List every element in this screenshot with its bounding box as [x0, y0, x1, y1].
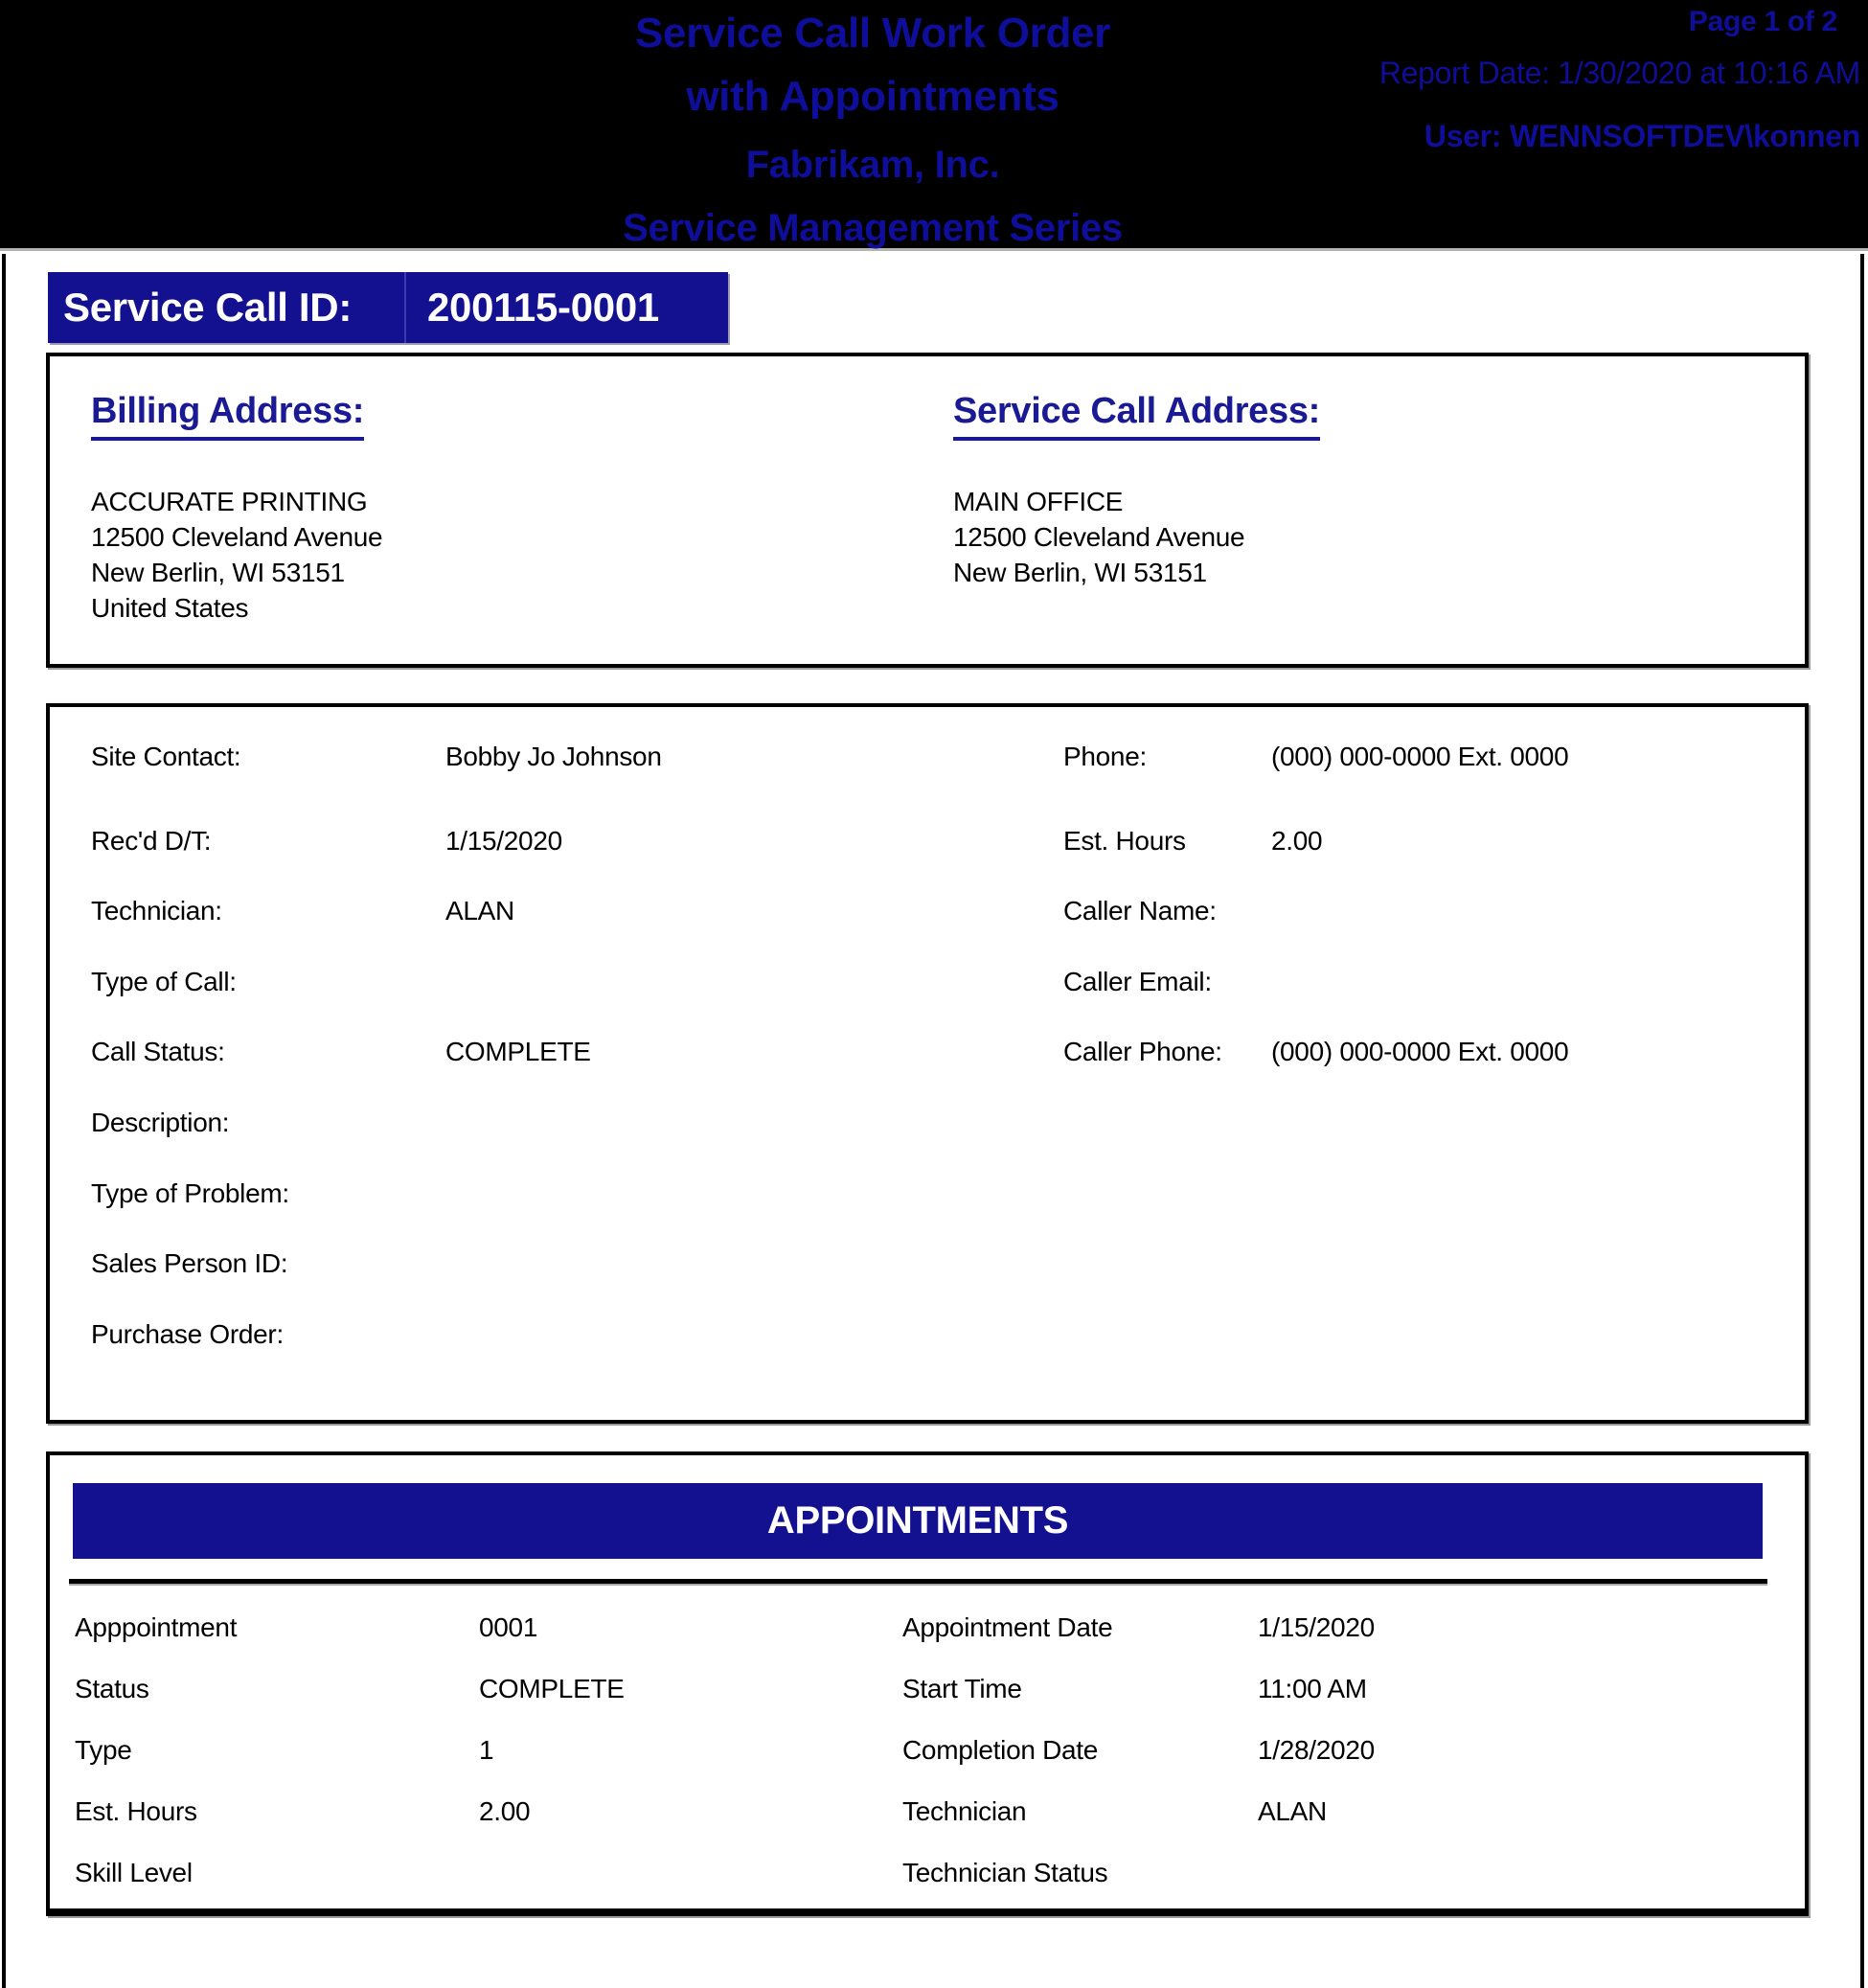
detail-row: [50, 826, 1803, 864]
billing-address-heading: Billing Address:: [91, 391, 364, 441]
field-value: COMPLETE: [445, 1037, 591, 1066]
service-address-line: New Berlin, WI 53151: [953, 558, 1207, 587]
field-label: Purchase Order:: [91, 1319, 284, 1349]
field-value: 2.00: [1271, 826, 1323, 856]
field-label: Apppointment: [75, 1612, 238, 1642]
series-name: Service Management Series: [623, 207, 1123, 249]
field-label: Skill Level: [75, 1858, 193, 1887]
service-call-id-value: 200115-0001: [427, 285, 659, 330]
page-number: Page 1 of 2: [1688, 6, 1837, 37]
field-label: Description:: [91, 1108, 230, 1137]
billing-address-line: ACCURATE PRINTING: [91, 487, 368, 516]
service-call-address: [953, 484, 1244, 590]
field-value: ALAN: [445, 896, 514, 925]
field-label: Type of Problem:: [91, 1178, 289, 1208]
service-address-line: 12500 Cleveland Avenue: [953, 522, 1245, 552]
appointment-row: [50, 1858, 1803, 1892]
field-label: Est. Hours: [75, 1796, 197, 1826]
billing-address-line: New Berlin, WI 53151: [91, 558, 345, 587]
report-date: Report Date: 1/30/2020 at 10:16 AM: [1378, 56, 1860, 90]
detail-row: [50, 1248, 1803, 1287]
field-value: 1/15/2020: [445, 826, 562, 856]
field-value: 1/28/2020: [1258, 1735, 1375, 1765]
field-label: Caller Name:: [1063, 896, 1217, 925]
field-label: Site Contact:: [91, 742, 241, 771]
billing-address: [91, 484, 382, 626]
addresses-box: [46, 353, 1809, 668]
field-label: Rec'd D/T:: [91, 826, 212, 856]
field-value: 1: [479, 1735, 494, 1765]
field-label: Call Status:: [91, 1037, 225, 1066]
service-call-id-bar: [48, 272, 728, 343]
field-value: 0001: [479, 1612, 538, 1642]
report-meta: [1192, 0, 1862, 251]
service-call-id-label: Service Call ID:: [48, 272, 406, 343]
appointment-row: [50, 1796, 1803, 1831]
field-label: Est. Hours: [1063, 826, 1186, 856]
field-label: Type: [75, 1735, 132, 1765]
field-label: Type of Call:: [91, 967, 237, 996]
billing-address-line: United States: [91, 593, 249, 623]
appointments-box: [46, 1451, 1809, 1916]
appointment-row: [50, 1735, 1803, 1770]
appointment-row: [50, 1674, 1803, 1708]
field-value: (000) 000-0000 Ext. 0000: [1271, 1037, 1569, 1066]
company-name: Fabrikam, Inc.: [745, 144, 1000, 186]
field-value: 11:00 AM: [1258, 1674, 1367, 1703]
field-label: Phone:: [1063, 742, 1147, 771]
field-value: ALAN: [1258, 1796, 1327, 1826]
report-title-line1: Service Call Work Order: [634, 10, 1111, 57]
field-label: Start Time: [902, 1674, 1022, 1703]
page-border-left: [2, 254, 6, 1988]
field-value: COMPLETE: [479, 1674, 625, 1703]
detail-row: [50, 967, 1803, 1005]
detail-row: [50, 742, 1803, 780]
field-label: Appointment Date: [902, 1612, 1113, 1642]
report-user: User: WENNSOFTDEV\konnen: [1424, 119, 1860, 153]
report-header: [0, 0, 1868, 251]
page-border-right: [1860, 254, 1864, 1988]
field-value: (000) 000-0000 Ext. 0000: [1271, 742, 1569, 771]
field-value: 1/15/2020: [1258, 1612, 1375, 1642]
report-title-line2: with Appointments: [686, 73, 1059, 120]
field-label: Completion Date: [902, 1735, 1099, 1765]
field-value: 2.00: [479, 1796, 531, 1826]
appointments-header-bar: APPOINTMENTS: [73, 1483, 1763, 1559]
field-label: Sales Person ID:: [91, 1248, 288, 1278]
appointment-row: [50, 1612, 1803, 1647]
detail-row: [50, 1108, 1803, 1146]
detail-row: [50, 1319, 1803, 1358]
service-address-line: MAIN OFFICE: [953, 487, 1124, 516]
field-label: Status: [75, 1674, 149, 1703]
detail-row: [50, 896, 1803, 934]
field-label: Technician:: [91, 896, 222, 925]
field-value: Bobby Jo Johnson: [445, 742, 662, 771]
detail-row: [50, 1178, 1803, 1217]
billing-address-line: 12500 Cleveland Avenue: [91, 522, 383, 552]
call-details-box: [46, 703, 1809, 1424]
appointments-divider: [69, 1579, 1767, 1584]
service-call-address-heading: Service Call Address:: [953, 391, 1320, 441]
detail-row: [50, 1037, 1803, 1075]
field-label: Caller Email:: [1063, 967, 1212, 996]
field-label: Caller Phone:: [1063, 1037, 1222, 1066]
field-label: Technician: [902, 1796, 1027, 1826]
field-label: Technician Status: [902, 1858, 1108, 1887]
